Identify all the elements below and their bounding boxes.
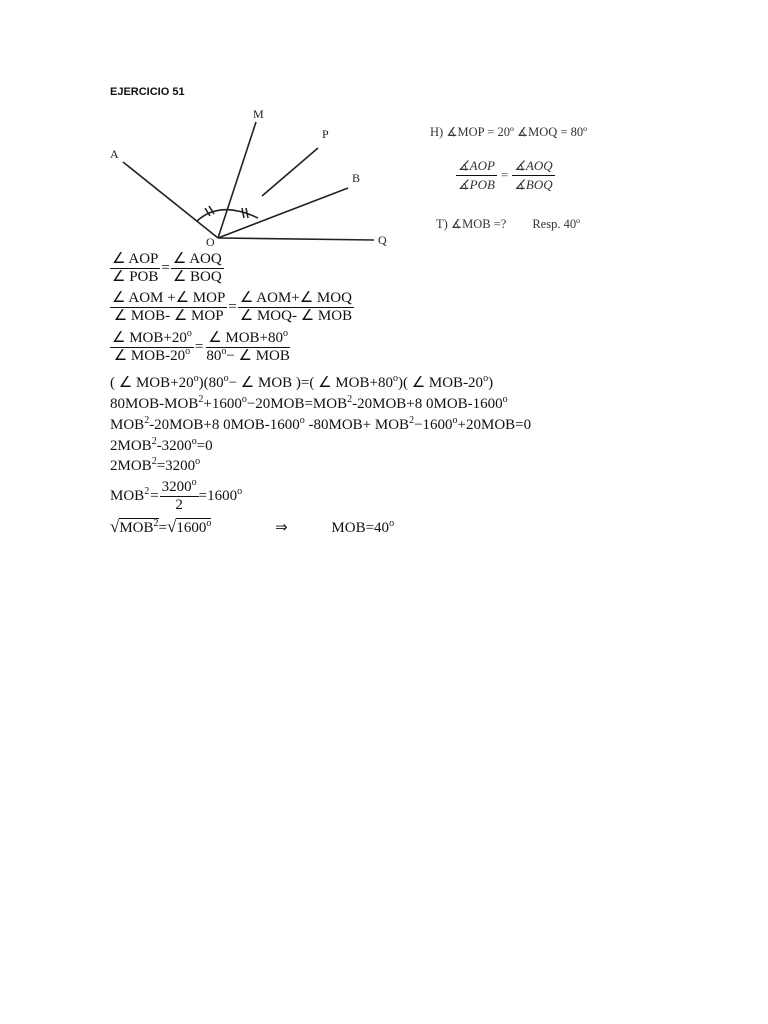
label-P: P (322, 127, 329, 141)
thesis: T) ∡MOB =? (436, 217, 507, 231)
label-A: A (110, 147, 119, 161)
exercise-title: EJERCICIO 51 (110, 86, 185, 98)
label-M: M (253, 107, 264, 121)
hypothesis-line: H) ∡MOP = 20º ∡MOQ = 80º (430, 125, 588, 139)
step-10: $√MOB^2=√1600^o$ ⇒ $MOB=40^o$ (110, 517, 395, 536)
step-5: $80MOB-MOB^2+1600^o-20MOB=MOB^2-20MOB+8$ 0MOB-1600$^o$ (110, 394, 508, 412)
hypothesis-block (430, 118, 650, 238)
label-Q: Q (378, 233, 387, 247)
step-6: $MOB^2-20MOB+8$ 0MOB-1600$^o$ $-80MOB+ MOB^2-1600^o+20MOB=0$ (110, 415, 532, 433)
sqrt-left: √MOB$^2$ (110, 517, 159, 536)
label-O: O (206, 235, 215, 249)
ray-OB (218, 188, 348, 238)
answer: Resp. 40º (532, 217, 580, 231)
ray-OQ (218, 238, 374, 240)
sqrt-right: √1600$^o$ (167, 517, 212, 536)
ray-OM (218, 122, 256, 238)
ray-OP (262, 148, 318, 196)
step-1: $\frac{\text{∠ AOP}}{\text{∠ POB}}$ = $\frac{\text{∠ AOQ}}{\text{∠ BOQ}}$ (112, 251, 222, 285)
step-7: $2MOB^2-3200^o=0$ (110, 436, 213, 454)
step-2: $\frac{\text{∠ AOM +∠ MOP}}{\text{∠ MOB- ∠ MOP}}$ = $\frac{\text{∠ AOM+∠ MOQ}}{\text{∠ MOQ- ∠ MOB}}$ (112, 290, 353, 324)
angle-figure (102, 100, 402, 250)
step-3: $\frac{\angle MOB+20^o}{\angle MOB-20^o}$ = $\frac{\angle MOB+80^o}{80^o- \angle MOB}$ (112, 328, 290, 364)
thesis-line (436, 216, 580, 232)
ray-OA (123, 162, 218, 238)
step-9: $MOB^2=$ $\frac{3200^o}{2}$ $=1600^o$ (110, 477, 243, 513)
hypothesis-ratio: $\frac{\text{∡AOP}}{\text{∡POB}}$ = $\frac{\text{∡AOQ}}{\text{∡BOQ}}$ (458, 158, 553, 192)
label-B: B (352, 171, 361, 185)
implies-arrow: ⇒ (275, 520, 288, 536)
step-8: $2MOB^2=3200^o$ (110, 456, 201, 474)
step-4: ( ∠ $MOB+20^o)(80^o-$ ∠ MOB )=( ∠ $MOB+80^o$)( ∠ MOB-20$^o$) (110, 373, 494, 391)
final-result: $MOB=40^o$ (331, 518, 395, 536)
